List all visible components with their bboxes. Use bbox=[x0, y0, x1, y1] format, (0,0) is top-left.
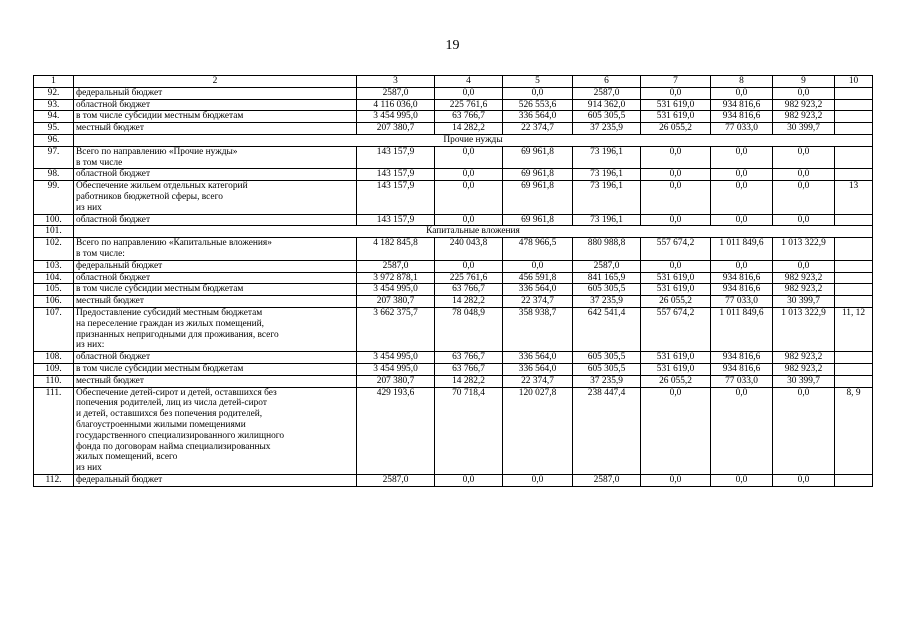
value-cell: 0,0 bbox=[711, 260, 773, 272]
row-number: 104. bbox=[34, 272, 74, 284]
value-cell: 934 816,6 bbox=[711, 272, 773, 284]
reference-cell: 11, 12 bbox=[835, 307, 873, 351]
value-cell: 3 454 995,0 bbox=[357, 352, 435, 364]
column-header: 9 bbox=[773, 76, 835, 88]
row-name: федеральный бюджет bbox=[74, 87, 357, 99]
row-number: 97. bbox=[34, 146, 74, 169]
value-cell: 14 282,2 bbox=[435, 123, 503, 135]
value-cell: 0,0 bbox=[711, 474, 773, 486]
table-row bbox=[34, 284, 873, 296]
value-cell: 37 235,9 bbox=[573, 375, 641, 387]
value-cell: 37 235,9 bbox=[573, 123, 641, 135]
value-cell: 982 923,2 bbox=[773, 111, 835, 123]
value-cell: 0,0 bbox=[435, 146, 503, 169]
value-cell: 14 282,2 bbox=[435, 296, 503, 308]
value-cell: 982 923,2 bbox=[773, 352, 835, 364]
value-cell: 63 766,7 bbox=[435, 363, 503, 375]
table-row bbox=[34, 307, 873, 351]
reference-cell: 8, 9 bbox=[835, 387, 873, 474]
value-cell: 2587,0 bbox=[357, 87, 435, 99]
value-cell: 841 165,9 bbox=[573, 272, 641, 284]
value-cell: 1 013 322,9 bbox=[773, 307, 835, 351]
value-cell: 2587,0 bbox=[357, 474, 435, 486]
reference-cell: 13 bbox=[835, 181, 873, 214]
budget-table bbox=[33, 75, 873, 487]
value-cell: 358 938,7 bbox=[503, 307, 573, 351]
value-cell: 207 380,7 bbox=[357, 123, 435, 135]
value-cell: 2587,0 bbox=[357, 260, 435, 272]
value-cell: 26 055,2 bbox=[641, 123, 711, 135]
value-cell: 69 961,8 bbox=[503, 214, 573, 226]
value-cell: 143 157,9 bbox=[357, 146, 435, 169]
row-name: в том числе субсидии местным бюджетам bbox=[74, 111, 357, 123]
row-name: областной бюджет bbox=[74, 169, 357, 181]
value-cell: 934 816,6 bbox=[711, 363, 773, 375]
value-cell: 642 541,4 bbox=[573, 307, 641, 351]
row-name: в том числе субсидии местным бюджетам bbox=[74, 363, 357, 375]
row-name: областной бюджет bbox=[74, 99, 357, 111]
value-cell: 531 619,0 bbox=[641, 111, 711, 123]
value-cell: 225 761,6 bbox=[435, 272, 503, 284]
value-cell: 0,0 bbox=[773, 181, 835, 214]
value-cell: 0,0 bbox=[641, 260, 711, 272]
value-cell: 143 157,9 bbox=[357, 169, 435, 181]
value-cell: 429 193,6 bbox=[357, 387, 435, 474]
value-cell: 0,0 bbox=[435, 181, 503, 214]
value-cell: 531 619,0 bbox=[641, 352, 711, 364]
reference-cell bbox=[835, 238, 873, 261]
value-cell: 531 619,0 bbox=[641, 272, 711, 284]
value-cell: 26 055,2 bbox=[641, 375, 711, 387]
value-cell: 0,0 bbox=[711, 146, 773, 169]
value-cell: 0,0 bbox=[711, 87, 773, 99]
row-name: местный бюджет bbox=[74, 296, 357, 308]
value-cell: 0,0 bbox=[773, 169, 835, 181]
value-cell: 526 553,6 bbox=[503, 99, 573, 111]
row-name: областной бюджет bbox=[74, 214, 357, 226]
row-number: 93. bbox=[34, 99, 74, 111]
value-cell: 22 374,7 bbox=[503, 375, 573, 387]
value-cell: 1 011 849,6 bbox=[711, 307, 773, 351]
reference-cell bbox=[835, 214, 873, 226]
row-name: областной бюджет bbox=[74, 352, 357, 364]
reference-cell bbox=[835, 296, 873, 308]
section-row bbox=[34, 134, 873, 146]
section-title: Прочие нужды bbox=[74, 134, 873, 146]
reference-cell bbox=[835, 123, 873, 135]
value-cell: 0,0 bbox=[503, 474, 573, 486]
table-row bbox=[34, 214, 873, 226]
value-cell: 30 399,7 bbox=[773, 296, 835, 308]
row-number: 103. bbox=[34, 260, 74, 272]
reference-cell bbox=[835, 111, 873, 123]
value-cell: 3 454 995,0 bbox=[357, 111, 435, 123]
value-cell: 73 196,1 bbox=[573, 214, 641, 226]
row-number: 96. bbox=[34, 134, 74, 146]
value-cell: 143 157,9 bbox=[357, 181, 435, 214]
value-cell: 1 011 849,6 bbox=[711, 238, 773, 261]
value-cell: 0,0 bbox=[503, 87, 573, 99]
row-number: 98. bbox=[34, 169, 74, 181]
table-row bbox=[34, 87, 873, 99]
row-number: 101. bbox=[34, 226, 74, 238]
row-name: Обеспечение жильем отдельных категорий работников бюджетной сферы, всего из них bbox=[74, 181, 357, 214]
column-header: 3 bbox=[357, 76, 435, 88]
value-cell: 14 282,2 bbox=[435, 375, 503, 387]
value-cell: 0,0 bbox=[435, 87, 503, 99]
column-header: 2 bbox=[74, 76, 357, 88]
value-cell: 605 305,5 bbox=[573, 284, 641, 296]
value-cell: 934 816,6 bbox=[711, 111, 773, 123]
value-cell: 63 766,7 bbox=[435, 111, 503, 123]
table-row bbox=[34, 375, 873, 387]
value-cell: 3 972 878,1 bbox=[357, 272, 435, 284]
value-cell: 63 766,7 bbox=[435, 284, 503, 296]
value-cell: 238 447,4 bbox=[573, 387, 641, 474]
value-cell: 456 591,8 bbox=[503, 272, 573, 284]
value-cell: 0,0 bbox=[435, 214, 503, 226]
row-number: 108. bbox=[34, 352, 74, 364]
reference-cell bbox=[835, 272, 873, 284]
row-number: 102. bbox=[34, 238, 74, 261]
column-header: 7 bbox=[641, 76, 711, 88]
value-cell: 3 454 995,0 bbox=[357, 363, 435, 375]
value-cell: 207 380,7 bbox=[357, 296, 435, 308]
section-row bbox=[34, 226, 873, 238]
table-header-row bbox=[34, 76, 873, 88]
row-name: Всего по направлению «Капитальные вложения» в том числе: bbox=[74, 238, 357, 261]
value-cell: 77 033,0 bbox=[711, 375, 773, 387]
reference-cell bbox=[835, 474, 873, 486]
value-cell: 531 619,0 bbox=[641, 363, 711, 375]
table-row bbox=[34, 363, 873, 375]
value-cell: 0,0 bbox=[641, 146, 711, 169]
reference-cell bbox=[835, 87, 873, 99]
row-name: в том числе субсидии местным бюджетам bbox=[74, 284, 357, 296]
value-cell: 0,0 bbox=[435, 260, 503, 272]
value-cell: 982 923,2 bbox=[773, 272, 835, 284]
value-cell: 0,0 bbox=[641, 387, 711, 474]
table-row bbox=[34, 474, 873, 486]
value-cell: 3 662 375,7 bbox=[357, 307, 435, 351]
value-cell: 63 766,7 bbox=[435, 352, 503, 364]
row-name: местный бюджет bbox=[74, 375, 357, 387]
reference-cell bbox=[835, 363, 873, 375]
value-cell: 982 923,2 bbox=[773, 284, 835, 296]
value-cell: 478 966,5 bbox=[503, 238, 573, 261]
value-cell: 934 816,6 bbox=[711, 352, 773, 364]
value-cell: 37 235,9 bbox=[573, 296, 641, 308]
value-cell: 605 305,5 bbox=[573, 111, 641, 123]
row-name: Обеспечение детей-сирот и детей, оставшихся без попечения родителей, лиц из числа детей-сирот и детей, оставшихся без попечения родителей, благоустроенными жилыми помещениями государственного специализированного жилищного фонда по договорам найма специализированных жилых помещений, всего из них bbox=[74, 387, 357, 474]
table-row bbox=[34, 169, 873, 181]
value-cell: 0,0 bbox=[641, 474, 711, 486]
column-header: 5 bbox=[503, 76, 573, 88]
value-cell: 982 923,2 bbox=[773, 363, 835, 375]
value-cell: 605 305,5 bbox=[573, 352, 641, 364]
reference-cell bbox=[835, 375, 873, 387]
value-cell: 982 923,2 bbox=[773, 99, 835, 111]
value-cell: 934 816,6 bbox=[711, 284, 773, 296]
value-cell: 22 374,7 bbox=[503, 296, 573, 308]
column-header: 10 bbox=[835, 76, 873, 88]
value-cell: 0,0 bbox=[711, 169, 773, 181]
reference-cell bbox=[835, 260, 873, 272]
value-cell: 22 374,7 bbox=[503, 123, 573, 135]
value-cell: 0,0 bbox=[773, 387, 835, 474]
row-number: 109. bbox=[34, 363, 74, 375]
reference-cell bbox=[835, 99, 873, 111]
table-row bbox=[34, 181, 873, 214]
value-cell: 30 399,7 bbox=[773, 123, 835, 135]
section-title: Капитальные вложения bbox=[74, 226, 873, 238]
value-cell: 26 055,2 bbox=[641, 296, 711, 308]
row-number: 100. bbox=[34, 214, 74, 226]
table-row bbox=[34, 146, 873, 169]
value-cell: 30 399,7 bbox=[773, 375, 835, 387]
value-cell: 557 674,2 bbox=[641, 238, 711, 261]
row-number: 110. bbox=[34, 375, 74, 387]
value-cell: 531 619,0 bbox=[641, 99, 711, 111]
table-row bbox=[34, 111, 873, 123]
value-cell: 0,0 bbox=[773, 260, 835, 272]
row-name: местный бюджет bbox=[74, 123, 357, 135]
column-header: 8 bbox=[711, 76, 773, 88]
value-cell: 69 961,8 bbox=[503, 169, 573, 181]
value-cell: 3 454 995,0 bbox=[357, 284, 435, 296]
row-number: 99. bbox=[34, 181, 74, 214]
row-name: Всего по направлению «Прочие нужды» в том числе bbox=[74, 146, 357, 169]
value-cell: 0,0 bbox=[773, 214, 835, 226]
row-number: 105. bbox=[34, 284, 74, 296]
value-cell: 2587,0 bbox=[573, 260, 641, 272]
row-number: 106. bbox=[34, 296, 74, 308]
value-cell: 0,0 bbox=[773, 474, 835, 486]
value-cell: 0,0 bbox=[503, 260, 573, 272]
value-cell: 1 013 322,9 bbox=[773, 238, 835, 261]
value-cell: 336 564,0 bbox=[503, 363, 573, 375]
row-name: федеральный бюджет bbox=[74, 260, 357, 272]
value-cell: 0,0 bbox=[641, 214, 711, 226]
value-cell: 207 380,7 bbox=[357, 375, 435, 387]
value-cell: 143 157,9 bbox=[357, 214, 435, 226]
row-number: 112. bbox=[34, 474, 74, 486]
value-cell: 73 196,1 bbox=[573, 181, 641, 214]
column-header: 4 bbox=[435, 76, 503, 88]
table-row bbox=[34, 260, 873, 272]
table-row bbox=[34, 387, 873, 474]
row-name: областной бюджет bbox=[74, 272, 357, 284]
value-cell: 4 116 036,0 bbox=[357, 99, 435, 111]
table-body bbox=[34, 76, 873, 487]
table-row bbox=[34, 123, 873, 135]
value-cell: 120 027,8 bbox=[503, 387, 573, 474]
value-cell: 914 362,0 bbox=[573, 99, 641, 111]
row-number: 94. bbox=[34, 111, 74, 123]
value-cell: 336 564,0 bbox=[503, 111, 573, 123]
value-cell: 73 196,1 bbox=[573, 169, 641, 181]
page-number: 19 bbox=[445, 38, 460, 53]
value-cell: 225 761,6 bbox=[435, 99, 503, 111]
row-number: 95. bbox=[34, 123, 74, 135]
row-number: 107. bbox=[34, 307, 74, 351]
value-cell: 0,0 bbox=[711, 181, 773, 214]
reference-cell bbox=[835, 146, 873, 169]
row-name: Предоставление субсидий местным бюджетам на переселение граждан из жилых помещений, признанных непригодными для проживания, всего из них: bbox=[74, 307, 357, 351]
value-cell: 4 182 845,8 bbox=[357, 238, 435, 261]
row-number: 111. bbox=[34, 387, 74, 474]
value-cell: 2587,0 bbox=[573, 87, 641, 99]
value-cell: 0,0 bbox=[435, 474, 503, 486]
value-cell: 73 196,1 bbox=[573, 146, 641, 169]
value-cell: 70 718,4 bbox=[435, 387, 503, 474]
table-row bbox=[34, 99, 873, 111]
value-cell: 0,0 bbox=[435, 169, 503, 181]
value-cell: 2587,0 bbox=[573, 474, 641, 486]
column-header: 1 bbox=[34, 76, 74, 88]
row-number: 92. bbox=[34, 87, 74, 99]
reference-cell bbox=[835, 352, 873, 364]
value-cell: 0,0 bbox=[773, 87, 835, 99]
value-cell: 69 961,8 bbox=[503, 181, 573, 214]
value-cell: 0,0 bbox=[711, 214, 773, 226]
value-cell: 336 564,0 bbox=[503, 284, 573, 296]
value-cell: 240 043,8 bbox=[435, 238, 503, 261]
value-cell: 69 961,8 bbox=[503, 146, 573, 169]
value-cell: 0,0 bbox=[641, 87, 711, 99]
row-name: федеральный бюджет bbox=[74, 474, 357, 486]
value-cell: 78 048,9 bbox=[435, 307, 503, 351]
reference-cell bbox=[835, 169, 873, 181]
value-cell: 336 564,0 bbox=[503, 352, 573, 364]
table-row bbox=[34, 296, 873, 308]
value-cell: 531 619,0 bbox=[641, 284, 711, 296]
value-cell: 0,0 bbox=[711, 387, 773, 474]
value-cell: 0,0 bbox=[641, 169, 711, 181]
value-cell: 557 674,2 bbox=[641, 307, 711, 351]
column-header: 6 bbox=[573, 76, 641, 88]
value-cell: 77 033,0 bbox=[711, 296, 773, 308]
reference-cell bbox=[835, 284, 873, 296]
table-row bbox=[34, 272, 873, 284]
table-row bbox=[34, 238, 873, 261]
value-cell: 77 033,0 bbox=[711, 123, 773, 135]
value-cell: 880 988,8 bbox=[573, 238, 641, 261]
value-cell: 934 816,6 bbox=[711, 99, 773, 111]
value-cell: 0,0 bbox=[641, 181, 711, 214]
table-row bbox=[34, 352, 873, 364]
value-cell: 0,0 bbox=[773, 146, 835, 169]
value-cell: 605 305,5 bbox=[573, 363, 641, 375]
